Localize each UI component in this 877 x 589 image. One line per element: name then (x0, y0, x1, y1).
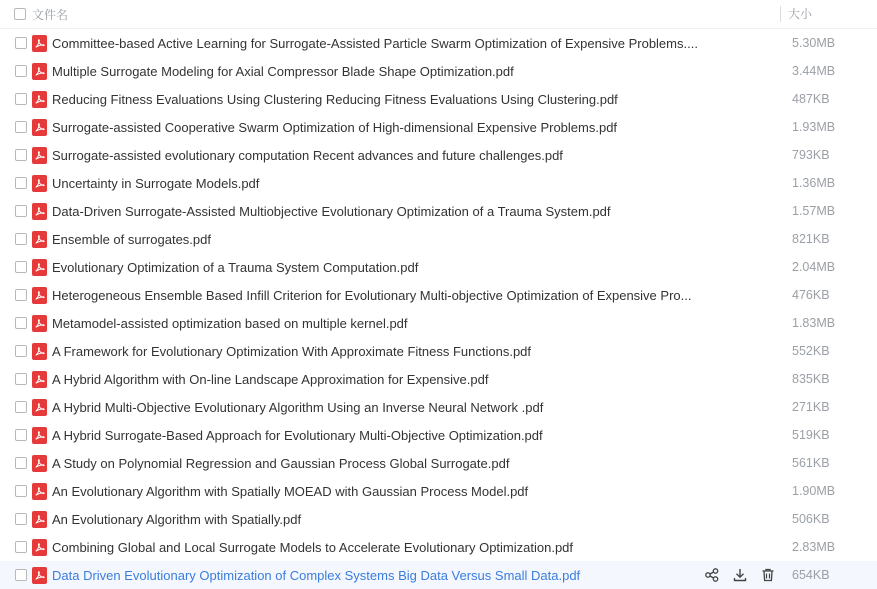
pdf-file-icon (32, 231, 47, 248)
row-checkbox[interactable] (15, 233, 27, 245)
file-size: 561KB (792, 456, 830, 470)
file-size: 2.04MB (792, 260, 836, 274)
file-size: 1.83MB (792, 316, 836, 330)
row-checkbox[interactable] (15, 513, 27, 525)
file-row[interactable] (0, 85, 877, 113)
row-checkbox[interactable] (15, 457, 27, 469)
pdf-file-icon (32, 511, 47, 528)
list-header (0, 0, 877, 29)
file-row[interactable] (0, 337, 877, 365)
file-name-link[interactable]: An Evolutionary Algorithm with Spatially.pdf (52, 511, 302, 527)
file-row[interactable] (0, 533, 877, 561)
file-row[interactable] (0, 57, 877, 85)
pdf-file-icon (32, 315, 47, 332)
file-size: 271KB (792, 400, 830, 414)
row-checkbox[interactable] (15, 205, 27, 217)
pdf-file-icon (32, 539, 47, 556)
pdf-file-icon (32, 567, 47, 584)
row-checkbox[interactable] (15, 177, 27, 189)
file-name-link[interactable]: Metamodel-assisted optimization based on multiple kernel.pdf (52, 315, 408, 331)
pdf-file-icon (32, 203, 47, 220)
row-checkbox[interactable] (15, 373, 27, 385)
file-name-link[interactable]: Multiple Surrogate Modeling for Axial Compressor Blade Shape Optimization.pdf (52, 63, 514, 79)
pdf-file-icon (32, 287, 47, 304)
pdf-file-icon (32, 35, 47, 52)
file-name-link[interactable]: A Study on Polynomial Regression and Gaussian Process Global Surrogate.pdf (52, 455, 510, 471)
file-size: 821KB (792, 232, 830, 246)
file-size: 1.90MB (792, 484, 836, 498)
file-row[interactable] (0, 477, 877, 505)
row-checkbox[interactable] (15, 261, 27, 273)
select-all-checkbox[interactable] (14, 8, 26, 20)
pdf-file-icon (32, 175, 47, 192)
row-checkbox[interactable] (15, 93, 27, 105)
file-size: 506KB (792, 512, 830, 526)
file-size: 835KB (792, 372, 830, 386)
row-checkbox[interactable] (15, 401, 27, 413)
file-name-link[interactable]: A Framework for Evolutionary Optimization With Approximate Fitness Functions.pdf (52, 343, 532, 359)
file-size: 1.93MB (792, 120, 836, 134)
row-actions (702, 561, 777, 589)
file-row[interactable] (0, 393, 877, 421)
file-row[interactable] (0, 449, 877, 477)
file-size: 3.44MB (792, 64, 836, 78)
pdf-file-icon (32, 63, 47, 80)
file-name-link[interactable]: Data Driven Evolutionary Optimization of Complex Systems Big Data Versus Small Data.pdf (52, 567, 581, 583)
row-checkbox[interactable] (15, 345, 27, 357)
share-icon[interactable] (702, 566, 721, 585)
file-name-link[interactable]: An Evolutionary Algorithm with Spatially MOEAD with Gaussian Process Model.pdf (52, 483, 529, 499)
pdf-file-icon (32, 399, 47, 416)
file-size: 476KB (792, 288, 830, 302)
file-name-link[interactable]: Reducing Fitness Evaluations Using Clustering Reducing Fitness Evaluations Using Clustering.pdf (52, 91, 618, 107)
file-name-link[interactable]: A Hybrid Multi-Objective Evolutionary Algorithm Using an Inverse Neural Network .pdf (52, 399, 544, 415)
file-name-link[interactable]: Evolutionary Optimization of a Trauma System Computation.pdf (52, 259, 419, 275)
file-name-link[interactable]: A Hybrid Algorithm with On-line Landscape Approximation for Expensive.pdf (52, 371, 489, 387)
pdf-file-icon (32, 483, 47, 500)
row-checkbox[interactable] (15, 569, 27, 581)
file-name-link[interactable]: Surrogate-assisted evolutionary computation Recent advances and future challenges.pdf (52, 147, 563, 163)
file-rows (0, 29, 877, 589)
row-checkbox[interactable] (15, 485, 27, 497)
column-header-size[interactable]: 大小 (780, 6, 812, 22)
file-size: 1.36MB (792, 176, 836, 190)
file-row[interactable] (0, 309, 877, 337)
row-checkbox[interactable] (15, 429, 27, 441)
row-checkbox[interactable] (15, 317, 27, 329)
file-row[interactable] (0, 253, 877, 281)
file-size: 1.57MB (792, 204, 836, 218)
file-row[interactable] (0, 365, 877, 393)
file-row[interactable] (0, 561, 877, 589)
pdf-file-icon (32, 343, 47, 360)
pdf-file-icon (32, 427, 47, 444)
file-name-link[interactable]: Data-Driven Surrogate-Assisted Multiobjective Evolutionary Optimization of a Trauma System.pdf (52, 203, 611, 219)
file-row[interactable] (0, 29, 877, 57)
file-row[interactable] (0, 505, 877, 533)
row-checkbox[interactable] (15, 541, 27, 553)
column-header-name[interactable]: 文件名 (32, 7, 69, 22)
file-name-link[interactable]: Combining Global and Local Surrogate Models to Accelerate Evolutionary Optimization.pdf (52, 539, 574, 555)
file-size: 2.83MB (792, 540, 836, 554)
pdf-file-icon (32, 119, 47, 136)
file-name-link[interactable]: Surrogate-assisted Cooperative Swarm Optimization of High-dimensional Expensive Problems.pdf (52, 119, 618, 135)
file-row[interactable] (0, 281, 877, 309)
file-row[interactable] (0, 225, 877, 253)
row-checkbox[interactable] (15, 37, 27, 49)
file-name-link[interactable]: Committee-based Active Learning for Surrogate-Assisted Particle Swarm Optimization of Expensive Problems.... (52, 35, 698, 51)
file-row[interactable] (0, 141, 877, 169)
pdf-file-icon (32, 371, 47, 388)
file-name-link[interactable]: Uncertainty in Surrogate Models.pdf (52, 175, 260, 191)
file-row[interactable] (0, 197, 877, 225)
pdf-file-icon (32, 259, 47, 276)
file-name-link[interactable]: Heterogeneous Ensemble Based Infill Criterion for Evolutionary Multi-objective Optimization of Expensive Pro... (52, 287, 692, 303)
pdf-file-icon (32, 91, 47, 108)
pdf-file-icon (32, 147, 47, 164)
delete-icon[interactable] (758, 566, 777, 585)
row-checkbox[interactable] (15, 289, 27, 301)
row-checkbox[interactable] (15, 121, 27, 133)
file-row[interactable] (0, 169, 877, 197)
file-size: 552KB (792, 344, 830, 358)
file-row[interactable] (0, 421, 877, 449)
file-size: 5.30MB (792, 36, 836, 50)
file-name-link[interactable]: A Hybrid Surrogate-Based Approach for Evolutionary Multi-Objective Optimization.pdf (52, 427, 543, 443)
file-size: 793KB (792, 148, 830, 162)
file-name-link[interactable]: Ensemble of surrogates.pdf (52, 231, 211, 247)
file-size: 654KB (792, 568, 830, 582)
file-size: 519KB (792, 428, 830, 442)
row-checkbox[interactable] (15, 149, 27, 161)
file-row[interactable] (0, 113, 877, 141)
file-size: 487KB (792, 92, 830, 106)
download-icon[interactable] (730, 566, 749, 585)
pdf-file-icon (32, 455, 47, 472)
row-checkbox[interactable] (15, 65, 27, 77)
